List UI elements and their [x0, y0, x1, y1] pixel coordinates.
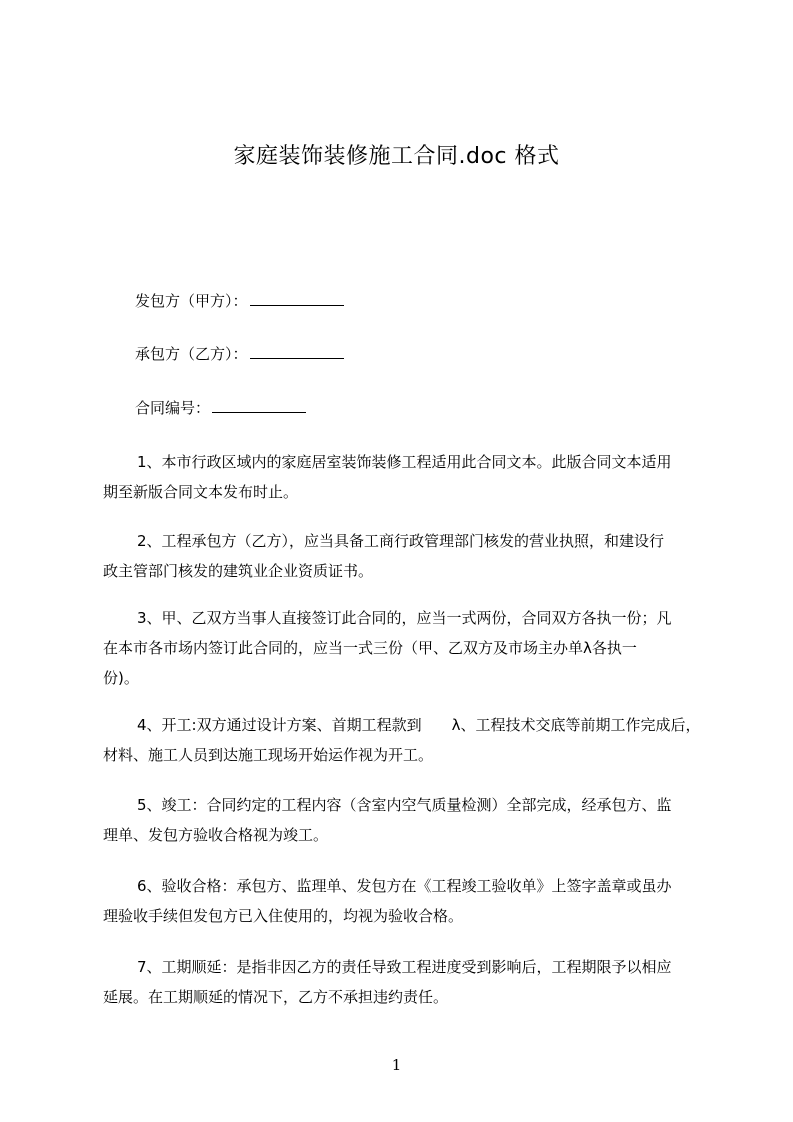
clause-line: 在本市各市场内签订此合同的，应当一式三份（甲、乙双方及市场主办单λ各执一	[103, 639, 637, 657]
contract-number-label: 合同编号：	[135, 399, 211, 417]
clause-1	[103, 447, 703, 507]
clause-line: 期至新版合同文本发布时止。	[103, 483, 299, 501]
clause-line: 6、验收合格：承包方、监理单、发包方在《工程竣工验收单》上签字盖章或虽办	[137, 877, 672, 895]
contract-number-field	[135, 396, 306, 420]
party-b-label: 承包方（乙方）：	[135, 345, 248, 363]
clause-line: 3、甲、乙双方当事人直接签订此合同的，应当一式两份，合同双方各执一份；凡	[137, 609, 672, 627]
clause-7	[103, 952, 703, 1012]
clause-line: 份)。	[103, 669, 139, 687]
clause-6	[103, 871, 703, 931]
document-title: 家庭装饰装修施工合同.doc 格式	[233, 144, 560, 169]
party-b-blank	[250, 344, 344, 359]
clause-3	[103, 603, 703, 693]
party-b-field	[135, 342, 344, 366]
clause-5	[103, 790, 703, 850]
clause-line: 2、工程承包方（乙方），应当具备工商行政管理部门核发的营业执照，和建设行	[137, 532, 665, 550]
clause-line: 理验收手续但发包方已入住使用的，均视为验收合格。	[103, 907, 464, 925]
page-number: 1	[391, 1056, 402, 1074]
party-a-blank	[250, 291, 344, 306]
clause-line: 5、竣工：合同约定的工程内容（含室内空气质量检测）全部完成，经承包方、监	[137, 796, 672, 814]
clause-line: 1、本市行政区域内的家庭居室装饰装修工程适用此合同文本。此版合同文本适用	[137, 453, 672, 471]
contract-number-blank	[212, 398, 306, 413]
clause-line: 4、开工:双方通过设计方案、首期工程款到 λ、工程技术交底等前期工作完成后，	[137, 716, 701, 734]
clause-line: 政主管部门核发的建筑业企业资质证书。	[103, 562, 374, 580]
party-a-field	[135, 289, 344, 313]
party-a-label: 发包方（甲方）：	[135, 292, 248, 310]
clause-line: 7、工期顺延：是指非因乙方的责任导致工程进度受到影响后，工程期限予以相应	[137, 958, 672, 976]
clause-line: 延展。在工期顺延的情况下，乙方不承担违约责任。	[103, 988, 449, 1006]
clause-line: 理单、发包方验收合格视为竣工。	[103, 826, 329, 844]
clause-2	[103, 526, 703, 586]
clause-line: 材料、施工人员到达施工现场开始运作视为开工。	[103, 746, 434, 764]
clause-4	[103, 710, 703, 770]
